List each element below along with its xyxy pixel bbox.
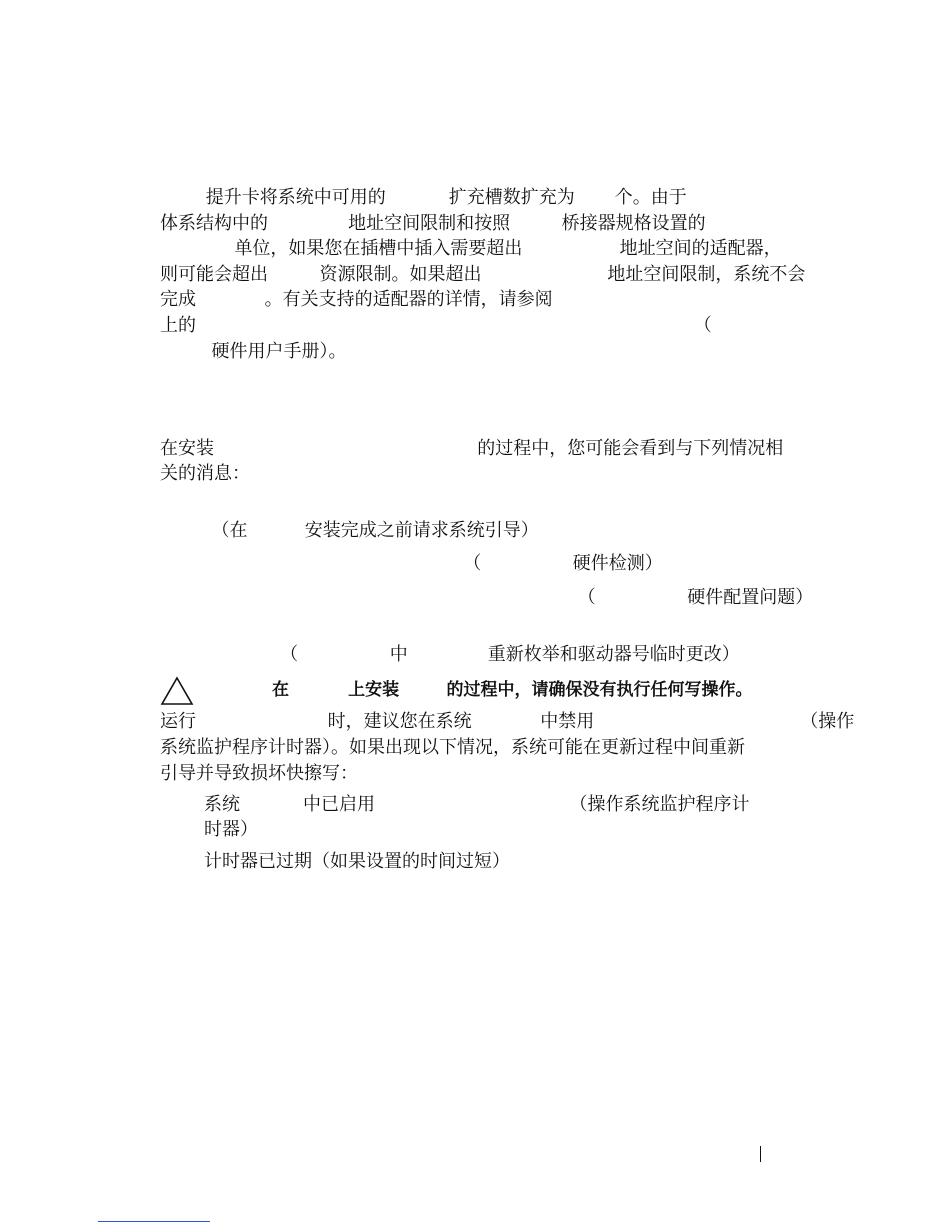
paragraph-3-line-2: 系统监护程序计时器）。如果出现以下情况，系统可能在更新过程中间重新 xyxy=(160,737,745,758)
caution-triangle-icon xyxy=(160,676,194,706)
paragraph-1-line-4: 则可能会超出 资源限制。如果超出 地址空间限制，系统不会 xyxy=(160,264,806,285)
caution-text: 在 上安装 的过程中，请确保没有执行任何写操作。 xyxy=(272,680,753,700)
bullet-item-1-line-1: 系统 中已启用 （操作系统监护程序计 xyxy=(204,794,750,815)
paragraph-1-line-3: 单位，如果您在插槽中插入需要超出 地址空间的适配器， xyxy=(160,238,782,259)
page-number-separator xyxy=(760,1146,761,1162)
paragraph-3-line-3: 引导并导致损坏快擦写： xyxy=(160,763,358,784)
message-item: （ 中 重新枚举和驱动器号临时更改） xyxy=(160,644,740,665)
paragraph-1-line-5: 完成 。有关支持的适配器的详情，请参阅 xyxy=(160,289,553,310)
paragraph-3-line-1: 运行 时，建议您在系统 中禁用 （操作 xyxy=(160,711,855,732)
paragraph-2-line-1: 在安装 的过程中，您可能会看到与下列情况相 xyxy=(160,438,784,459)
paragraph-1-line-1: 提升卡将系统中可用的 扩充槽数扩充为 个。由于 xyxy=(160,187,687,208)
message-item: （在 安装完成之前请求系统引导） xyxy=(160,520,539,541)
paragraph-2-line-2: 关的消息： xyxy=(160,463,250,484)
paragraph-1-line-7: 硬件用户手册）。 xyxy=(160,341,347,362)
message-item: （ 硬件检测） xyxy=(160,553,663,574)
footnote-rule xyxy=(98,1221,210,1222)
bullet-item-2: 计时器已过期（如果设置的时间过短） xyxy=(204,851,510,872)
bullet-item-1-line-2: 时器） xyxy=(204,819,258,840)
message-item: （ 硬件配置问题） xyxy=(160,587,814,608)
paragraph-1-line-2: 体系结构中的 地址空间限制和按照 桥接器规格设置的 xyxy=(160,213,706,234)
paragraph-1-line-6: 上的 （ xyxy=(160,315,712,336)
